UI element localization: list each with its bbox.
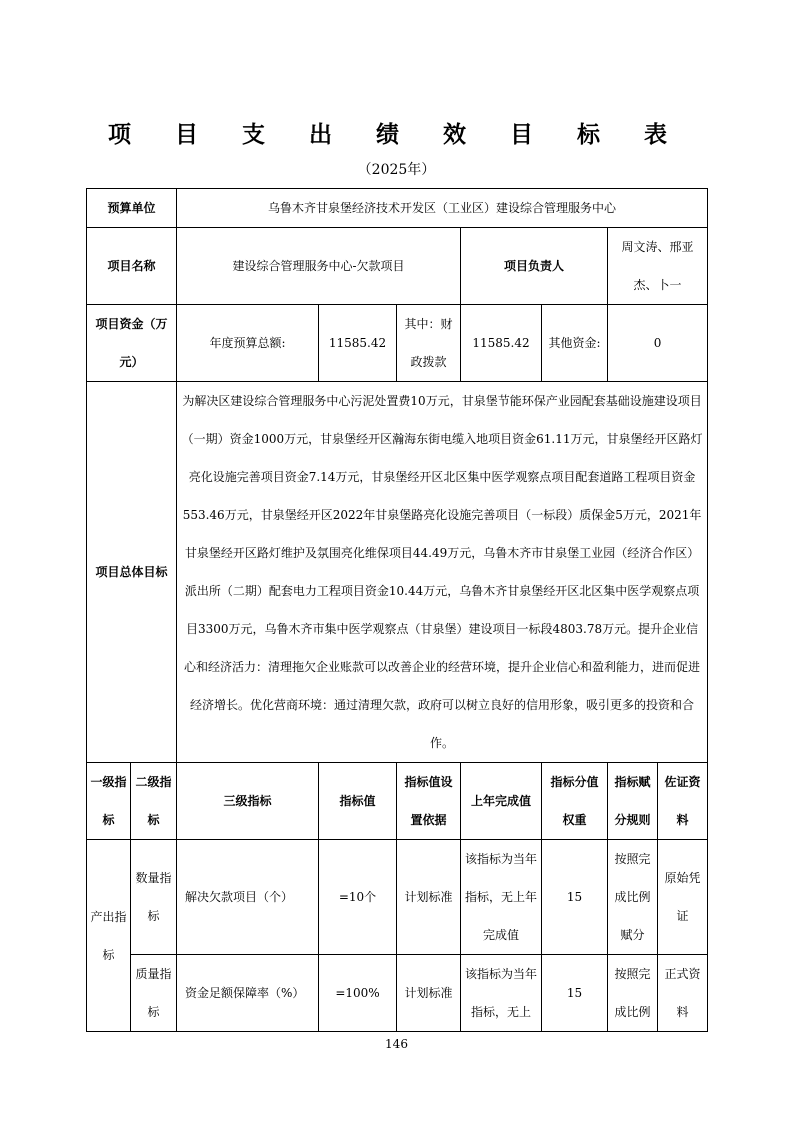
header-level2: 二级指标 bbox=[131, 763, 177, 840]
indicator-weight: 15 bbox=[542, 840, 608, 955]
performance-target-table bbox=[86, 188, 708, 1032]
page-number: 146 bbox=[385, 1037, 408, 1051]
project-fund-label: 项目资金（万元） bbox=[87, 305, 177, 382]
indicator-level2: 质量指标 bbox=[131, 955, 177, 1032]
fiscal-allocation-value: 11585.42 bbox=[461, 305, 542, 382]
indicator-basis: 计划标准 bbox=[397, 840, 461, 955]
budget-unit-row bbox=[87, 189, 708, 228]
header-weight: 指标分值权重 bbox=[542, 763, 608, 840]
indicator-rule: 按照完成比例 bbox=[608, 955, 658, 1032]
other-funds-value: 0 bbox=[608, 305, 708, 382]
page-title: 项 目 支 出 绩 效 目 标 表 bbox=[107, 121, 686, 148]
project-fund-row bbox=[87, 305, 708, 382]
header-rule: 指标赋分规则 bbox=[608, 763, 658, 840]
indicator-value: =10个 bbox=[319, 840, 397, 955]
overall-goal-row bbox=[87, 382, 708, 763]
indicator-level2: 数量指标 bbox=[131, 840, 177, 955]
indicator-evidence: 原始凭证 bbox=[658, 840, 708, 955]
project-name-row bbox=[87, 228, 708, 305]
indicator-rule: 按照完成比例赋分 bbox=[608, 840, 658, 955]
indicator-last-year: 该指标为当年指标，无上 bbox=[461, 955, 542, 1032]
other-funds-label: 其他资金: bbox=[542, 305, 608, 382]
indicator-level3: 解决欠款项目（个） bbox=[177, 840, 319, 955]
indicator-basis: 计划标准 bbox=[397, 955, 461, 1032]
project-name-label: 项目名称 bbox=[87, 228, 177, 305]
indicator-value: =100% bbox=[319, 955, 397, 1032]
indicator-row bbox=[87, 840, 708, 955]
annual-budget-value: 11585.42 bbox=[319, 305, 397, 382]
project-leader-value: 周文涛、邢亚杰、卜一 bbox=[608, 228, 708, 305]
indicator-last-year: 该指标为当年指标，无上年完成值 bbox=[461, 840, 542, 955]
header-level3: 三级指标 bbox=[177, 763, 319, 840]
project-leader-label: 项目负责人 bbox=[461, 228, 608, 305]
overall-goal-label: 项目总体目标 bbox=[87, 382, 177, 763]
indicator-level3: 资金足额保障率（%） bbox=[177, 955, 319, 1032]
header-level1: 一级指标 bbox=[87, 763, 131, 840]
budget-unit-label: 预算单位 bbox=[87, 189, 177, 228]
indicator-level1: 产出指标 bbox=[87, 840, 131, 1032]
annual-budget-label: 年度预算总额: bbox=[177, 305, 319, 382]
header-last-year: 上年完成值 bbox=[461, 763, 542, 840]
indicator-weight: 15 bbox=[542, 955, 608, 1032]
fiscal-allocation-label: 其中：财政拨款 bbox=[397, 305, 461, 382]
indicator-evidence: 正式资料 bbox=[658, 955, 708, 1032]
header-evidence: 佐证资料 bbox=[658, 763, 708, 840]
header-value: 指标值 bbox=[319, 763, 397, 840]
indicator-header-row bbox=[87, 763, 708, 840]
project-name-value: 建设综合管理服务中心-欠款项目 bbox=[177, 228, 461, 305]
overall-goal-text: 为解决区建设综合管理服务中心污泥处置费10万元，甘泉堡节能环保产业园配套基础设施建设项目（一期）资金1000万元，甘泉堡经开区瀚海东街电缆入地项目资金61.11万元，甘泉堡经开区路灯亮化设施完善项目资金7.14万元，甘泉堡经开区北区集中医学观察点项目配套道路工程项目资金553.46万元，甘泉堡经开区2022年甘泉堡路亮化设施完善项目（一标段）质保金5万元，2021年甘泉堡经开区路灯维护及氛围亮化维保项目44.49万元，乌鲁木齐市甘泉堡工业园（经济合作区）派出所（二期）配套电力工程项目资金10.44万元，乌鲁木齐甘泉堡经开区北区集中医学观察点项目3300万元，乌鲁木齐市集中医学观察点（甘泉堡）建设项目一标段4803.78万元。提升企业信心和经济活力：清理拖欠企业账款可以改善企业的经营环境，提升企业信心和盈利能力，进而促进经济增长。优化营商环境：通过清理欠款，政府可以树立良好的信用形象，吸引更多的投资和合作。 bbox=[177, 382, 708, 763]
header-basis: 指标值设置依据 bbox=[397, 763, 461, 840]
page-subtitle-year: （2025年） bbox=[357, 162, 436, 178]
budget-unit-value: 乌鲁木齐甘泉堡经济技术开发区（工业区）建设综合管理服务中心 bbox=[177, 189, 708, 228]
indicator-row bbox=[87, 955, 708, 1032]
